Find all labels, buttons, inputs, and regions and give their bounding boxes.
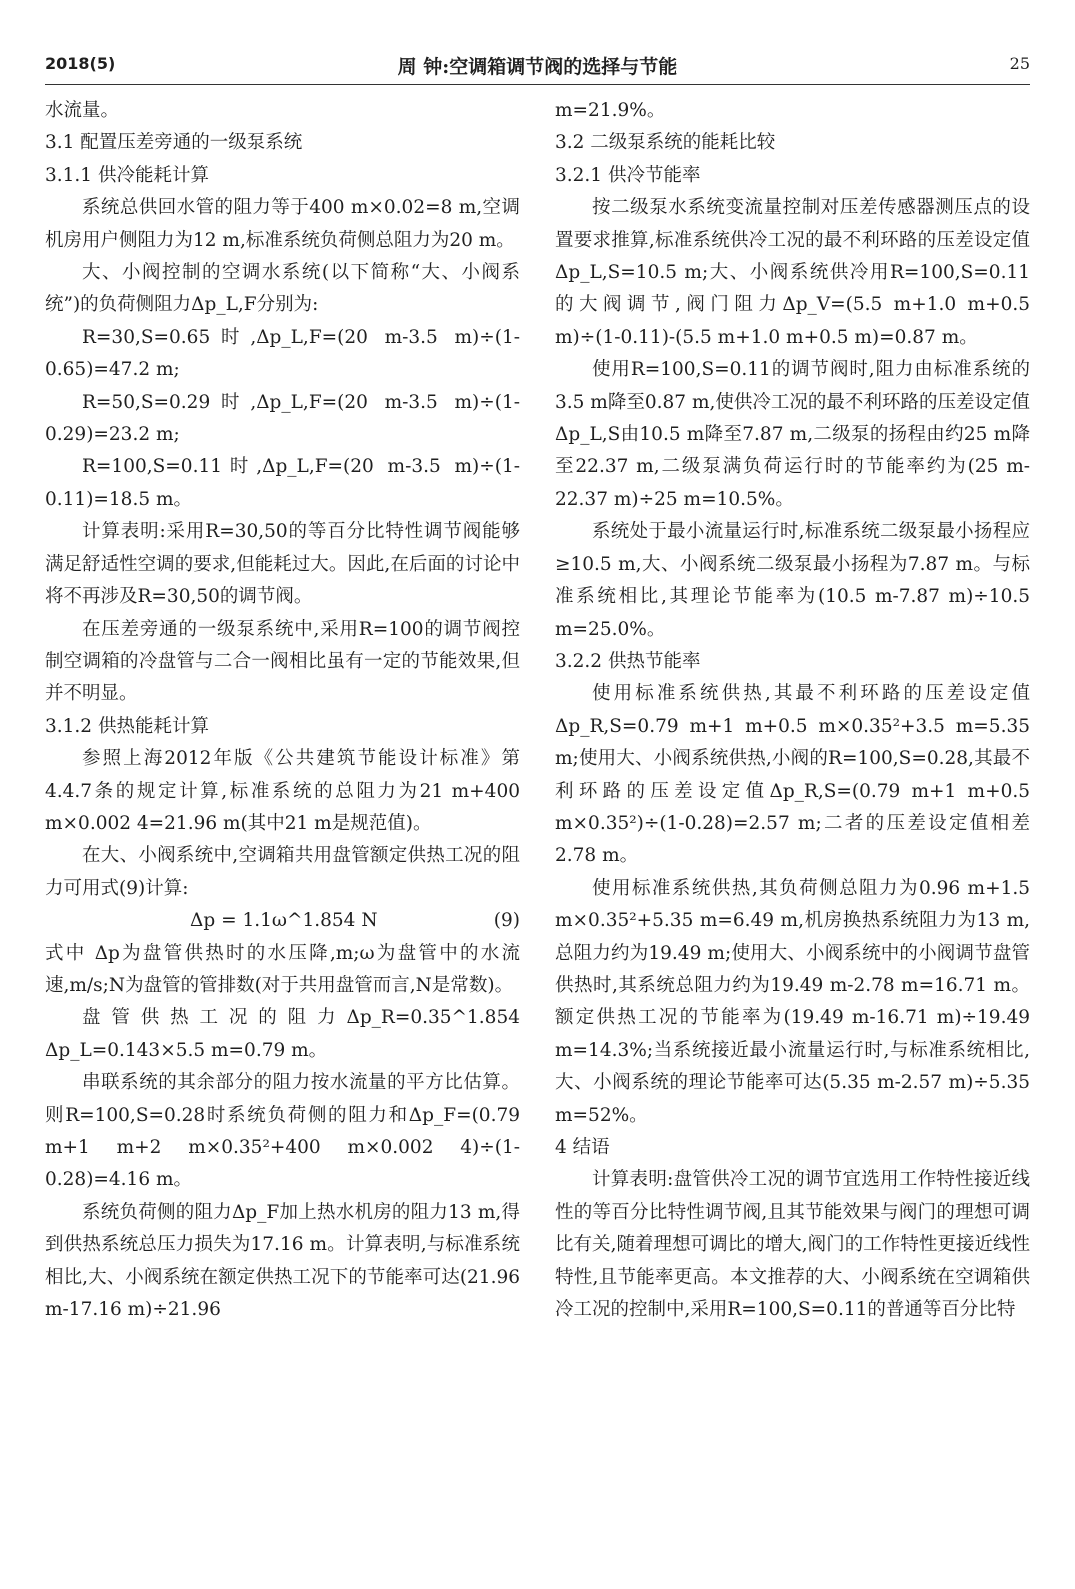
text-line: 水流量。 bbox=[45, 100, 120, 121]
section-heading: 4 结语 bbox=[555, 1137, 610, 1158]
paragraph: 使用标准系统供热,其负荷侧总阻力为0.96 m+1.5 m×0.35²+5.35 m=6.49 m,机房换热系统阻力为13 m,总阻力约为19.49 m;使用大、小阀系统中的小阀调节盘管供热时,其系统总阻力约为19.49 m-2.78 m=16.71 m。额定供热工况的节能率为(19.49 m-16.71 m)÷19.49 m=14.3%;当系统接近最小流量运行时,与标准系统相比,大、小阀系统的理论节能率可达(5.35 m-2.57 m)÷5.35 m=52%。 bbox=[555, 877, 1030, 1126]
text-line: m=21.9%。 bbox=[555, 100, 666, 121]
page-number: 25 bbox=[1009, 54, 1030, 73]
paragraph: 按二级泵水系统变流量控制对压差传感器测压点的设置要求推算,标准系统供冷工况的最不利环路的压差设定值Δp_L,S=10.5 m;大、小阀系统供冷用R=100,S=0.11的大阀调节,阀门阻力Δp_V=(5.5 m+1.0 m+0.5 m)÷(1-0.11)-(5.5 m+1.0 m+0.5 m)=0.87 m。 bbox=[555, 197, 1030, 348]
subsection-heading: 3.1.2 供热能耗计算 bbox=[45, 715, 209, 737]
subsection-heading: 3.2.1 供冷节能率 bbox=[555, 164, 701, 186]
left-column bbox=[45, 95, 520, 1326]
paragraph: 在压差旁通的一级泵系统中,采用R=100的调节阀控制空调箱的冷盘管与二合一阀相比虽有一定的节能效果,但并不明显。 bbox=[45, 618, 520, 705]
paragraph: 系统负荷侧的阻力Δp_F加上热水机房的阻力13 m,得到供热系统总压力损失为17.16 m。计算表明,与标准系统相比,大、小阀系统在额定供热工况下的节能率可达(21.96 m-17.16 m)÷21.96 bbox=[45, 1201, 520, 1321]
equation-body: Δp = 1.1ω^1.854 N bbox=[190, 910, 378, 932]
right-column bbox=[555, 95, 1030, 1326]
running-title: 周 钟:空调箱调节阀的选择与节能 bbox=[397, 56, 678, 78]
journal-issue: 2018(5) bbox=[45, 54, 116, 73]
paragraph: 系统处于最小流量运行时,标准系统二级泵最小扬程应≥10.5 m,大、小阀系统二级泵最小扬程为7.87 m。与标准系统相比,其理论节能率为(10.5 m-7.87 m)÷10.5 m=25.0%。 bbox=[555, 521, 1030, 640]
subsection-heading: 3.2.2 供热节能率 bbox=[555, 650, 701, 672]
paragraph: 使用R=100,S=0.11的调节阀时,阻力由标准系统的3.5 m降至0.87 m,使供冷工况的最不利环路的压差设定值Δp_L,S由10.5 m降至7.87 m,二级泵的扬程由约25 m降至22.37 m,二级泵满负荷运行时的节能率约为(25 m-22.37 m)÷25 m=10.5%。 bbox=[555, 359, 1030, 510]
paragraph: 盘管供热工况的阻力Δp_R=0.35^1.854 Δp_L=0.143×5.5 m=0.79 m。 bbox=[45, 1007, 520, 1061]
subsection-heading: 3.1.1 供冷能耗计算 bbox=[45, 164, 209, 186]
paragraph: 在大、小阀系统中,空调箱共用盘管额定供热工况的阻力可用式(9)计算: bbox=[45, 845, 520, 899]
paragraph: R=100,S=0.11时,Δp_L,F=(20 m-3.5 m)÷(1-0.11)=18.5 m。 bbox=[45, 456, 520, 510]
symbol-definitions: 式中 Δp为盘管供热时的水压降,m;ω为盘管中的水流速,m/s;N为盘管的管排数(对于共用盘管而言,N是常数)。 bbox=[45, 942, 520, 996]
paragraph: 使用标准系统供热,其最不利环路的压差设定值Δp_R,S=0.79 m+1 m+0.5 m×0.35²+3.5 m=5.35 m;使用大、小阀系统供热,小阀的R=100,S=0.28,其最不利环路的压差设定值Δp_R,S=(0.79 m+1 m+0.5 m×0.35²)÷(1-0.28)=2.57 m;二者的压差设定值相差2.78 m。 bbox=[555, 683, 1030, 867]
equation-9 bbox=[45, 905, 520, 937]
paragraph: 系统总供回水管的阻力等于400 m×0.02=8 m,空调机房用户侧阻力为12 m,标准系统负荷侧总阻力为20 m。 bbox=[45, 197, 520, 251]
paragraph: 大、小阀控制的空调水系统(以下简称“大、小阀系统”)的负荷侧阻力Δp_L,F分别为: bbox=[45, 262, 520, 316]
header-rule bbox=[45, 84, 1030, 85]
section-heading: 3.2 二级泵系统的能耗比较 bbox=[555, 132, 776, 154]
paragraph: 参照上海2012年版《公共建筑节能设计标准》第4.4.7条的规定计算,标准系统的总阻力为21 m+400 m×0.002 4=21.96 m(其中21 m是规范值)。 bbox=[45, 748, 520, 834]
paragraph: R=30,S=0.65时,Δp_L,F=(20 m-3.5 m)÷(1-0.65)=47.2 m; bbox=[45, 326, 520, 381]
section-heading: 3.1 配置压差旁通的一级泵系统 bbox=[45, 132, 303, 154]
paragraph: R=50,S=0.29时,Δp_L,F=(20 m-3.5 m)÷(1-0.29)=23.2 m; bbox=[45, 391, 520, 446]
paragraph: 串联系统的其余部分的阻力按水流量的平方比估算。则R=100,S=0.28时系统负荷侧的阻力和Δp_F=(0.79 m+1 m+2 m×0.35²+400 m×0.002 4)÷(1-0.28)=4.16 m。 bbox=[45, 1072, 520, 1191]
page-header bbox=[45, 48, 1030, 88]
equation-number: (9) bbox=[493, 910, 520, 932]
paragraph: 计算表明:采用R=30,50的等百分比特性调节阀能够满足舒适性空调的要求,但能耗过大。因此,在后面的讨论中将不再涉及R=30,50的调节阀。 bbox=[45, 521, 520, 608]
paragraph: 计算表明:盘管供冷工况的调节宜选用工作特性接近线性的等百分比特性调节阀,且其节能效果与阀门的理想可调比有关,随着理想可调比的增大,阀门的工作特性更接近线性特性,且节能率更高。本文推荐的大、小阀系统在空调箱供冷工况的控制中,采用R=100,S=0.11的普通等百分比特 bbox=[555, 1169, 1030, 1321]
